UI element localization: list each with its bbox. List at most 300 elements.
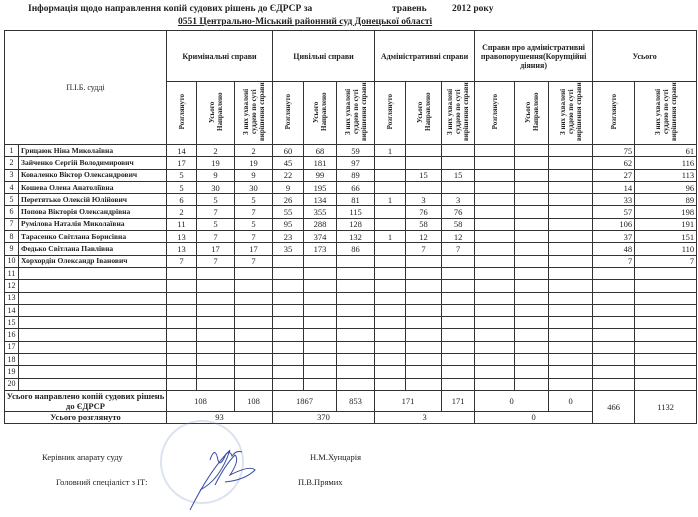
cell-value: 27 [593,169,635,181]
cell-value [442,341,475,353]
cell-value: 99 [304,169,337,181]
cell-value [304,378,337,390]
cell-value [475,194,515,206]
it-name: П.В.Прямих [298,477,343,487]
subheader-reviewed [273,82,304,145]
table-row [5,181,697,193]
cell-value: 7 [442,243,475,255]
cell-value [375,292,406,304]
judge-name [19,317,167,329]
cell-value [515,329,549,341]
judge-name: Коваленко Віктор Олександрович [19,169,167,181]
cell-value: 7 [197,206,235,218]
cell-value: 15 [442,169,475,181]
cell-value [442,304,475,316]
cell-value [406,255,442,267]
cell-value: 22 [273,169,304,181]
it-title: Головний спеціаліст з ІТ: [56,477,148,487]
cell-value [475,218,515,230]
cell-value: 128 [337,218,375,230]
cell-value [635,378,697,390]
summary-sent-label: Усього направлено копій судових рішень до ЄДРСР [5,390,167,411]
cell-value: 57 [593,206,635,218]
cell-value [515,292,549,304]
offences-header: Справи про адміністративні правопорушення(Корупційні діяння) [475,31,593,82]
subheader-label: Усього Направлено [207,92,224,132]
cell-value: 5 [197,194,235,206]
cell-value [515,231,549,243]
table-row [5,378,697,390]
cell-value: 1 [375,231,406,243]
cell-value [197,317,235,329]
judge-name [19,292,167,304]
cell-value [475,157,515,169]
report-month: травень [392,4,427,14]
cell-value [635,280,697,292]
cell-value [235,317,273,329]
cell-value [273,378,304,390]
cell-value: 355 [304,206,337,218]
cell-value [549,292,593,304]
subheader-label: Розглянуто [490,94,499,130]
cell-value: 86 [337,243,375,255]
cell-value [593,341,635,353]
cell-value [167,292,197,304]
summary-value: 370 [273,411,375,423]
judge-name [19,280,167,292]
cell-value [549,354,593,366]
subheader-label: Розглянуто [284,94,293,130]
cell-value: 3 [406,194,442,206]
cell-value: 115 [337,206,375,218]
cell-value [337,354,375,366]
subheader-reviewed [375,82,406,145]
cell-value: 6 [167,194,197,206]
cell-value [304,341,337,353]
cell-value: 15 [406,169,442,181]
subheader-label: Усього Направлено [312,92,329,132]
cell-value: 195 [304,181,337,193]
cell-value: 95 [273,218,304,230]
cell-value [515,194,549,206]
subheader-reviewed [167,82,197,145]
cell-value [549,280,593,292]
table-row [5,255,697,267]
cell-value [549,366,593,378]
cell-value: 7 [635,255,697,267]
cell-value: 30 [197,181,235,193]
row-number: 10 [5,255,19,267]
subheader-label: Усього Направлено [415,92,432,132]
cell-value [406,354,442,366]
cell-value [337,366,375,378]
judge-name [19,267,167,279]
civil-header: Цивільні справи [273,31,375,82]
cell-value [593,354,635,366]
row-number: 9 [5,243,19,255]
cell-value [167,317,197,329]
judge-name: Зайченко Сергій Володимирович [19,157,167,169]
cell-value [197,354,235,366]
row-number: 8 [5,231,19,243]
cell-value [304,292,337,304]
cell-value [167,366,197,378]
judge-name [19,304,167,316]
cell-value: 48 [593,243,635,255]
cell-value: 1 [375,145,406,157]
table-row [5,231,697,243]
cell-value: 12 [442,231,475,243]
judge-name: Кошева Олена Анатоліївна [19,181,167,193]
row-number: 6 [5,206,19,218]
cell-value [475,169,515,181]
cell-value: 97 [337,157,375,169]
table-row [5,206,697,218]
cell-value [475,317,515,329]
cell-value [635,267,697,279]
cell-value [375,378,406,390]
judge-name [19,366,167,378]
cell-value [197,329,235,341]
cell-value [593,267,635,279]
cell-value [375,243,406,255]
cell-value: 134 [304,194,337,206]
cell-value: 76 [442,206,475,218]
cell-value: 9 [273,181,304,193]
cell-value [167,341,197,353]
cell-value [337,341,375,353]
cell-value [635,292,697,304]
cell-value: 81 [337,194,375,206]
cell-value [375,304,406,316]
cell-value [475,354,515,366]
cell-value: 5 [167,181,197,193]
row-number: 12 [5,280,19,292]
subheader-of-them [442,82,475,145]
cell-value: 5 [235,194,273,206]
subheader-label: З них ухвалені суддею по суті вирішення справи [653,82,678,142]
cell-value [375,157,406,169]
cell-value: 11 [167,218,197,230]
cell-value: 13 [167,243,197,255]
cell-value: 14 [593,181,635,193]
cell-value [337,304,375,316]
cell-value [406,317,442,329]
table-row [5,157,697,169]
cell-value [375,218,406,230]
cell-value [406,145,442,157]
row-number: 17 [5,341,19,353]
cell-value [197,280,235,292]
cell-value [375,341,406,353]
summary-total-of-them: 1132 [635,390,697,423]
cell-value: 181 [304,157,337,169]
cell-value: 13 [167,231,197,243]
cell-value [406,378,442,390]
head-title: Керівник апарату суду [42,452,123,462]
cell-value [375,329,406,341]
cell-value [197,378,235,390]
cell-value: 7 [406,243,442,255]
cell-value: 191 [635,218,697,230]
row-number: 1 [5,145,19,157]
cell-value: 14 [167,145,197,157]
row-number: 11 [5,267,19,279]
cell-value [235,341,273,353]
summary-value: 3 [375,411,475,423]
cell-value [273,292,304,304]
cell-value [475,292,515,304]
cell-value [375,267,406,279]
cell-value [406,329,442,341]
cell-value [475,378,515,390]
cell-value: 58 [406,218,442,230]
judge-name: Попова Вікторія Олександрівна [19,206,167,218]
cell-value [406,181,442,193]
cell-value [235,354,273,366]
row-number: 19 [5,366,19,378]
cell-value [515,145,549,157]
cell-value: 61 [635,145,697,157]
cell-value [273,280,304,292]
cell-value [549,169,593,181]
cell-value [235,304,273,316]
cell-value [593,329,635,341]
cell-value [406,267,442,279]
row-number: 14 [5,304,19,316]
cell-value [235,329,273,341]
subheader-sent [197,82,235,145]
judge-name [19,341,167,353]
cell-value [442,181,475,193]
cell-value [375,255,406,267]
cell-value [635,341,697,353]
table-row [5,267,697,279]
cell-value [337,292,375,304]
summary-value: 171 [375,390,442,411]
cell-value: 2 [167,206,197,218]
table-row [5,194,697,206]
cell-value [515,243,549,255]
cell-value [635,354,697,366]
cell-value: 113 [635,169,697,181]
cell-value [442,255,475,267]
criminal-header: Кримінальні справи [167,31,273,82]
subheader-label: З них ухвалені суддею по суті вирішення справи [558,82,583,142]
cell-value [337,255,375,267]
subheader-sent [515,82,549,145]
cell-value: 2 [197,145,235,157]
cell-value [515,280,549,292]
cell-value: 55 [273,206,304,218]
cell-value: 33 [593,194,635,206]
judge-name [19,354,167,366]
summary-value: 0 [475,390,549,411]
court-name: 0551 Центрально-Міський районний суд Донецької області [178,17,433,27]
summary-value: 853 [337,390,375,411]
cell-value [549,206,593,218]
cell-value [549,317,593,329]
cell-value: 96 [635,181,697,193]
cell-value [167,354,197,366]
judge-name-header: П.І.Б. судді [5,31,167,145]
cell-value [515,304,549,316]
cell-value: 19 [197,157,235,169]
cell-value [273,267,304,279]
summary-reviewed-label: Усього розглянуто [5,411,167,423]
cell-value [442,378,475,390]
cell-value [593,292,635,304]
cell-value [549,304,593,316]
cell-value [549,181,593,193]
cell-value: 9 [235,169,273,181]
cell-value [273,255,304,267]
summary-value: 108 [167,390,235,411]
cell-value [515,267,549,279]
cell-value [273,304,304,316]
summary-sent-row [5,390,697,411]
row-number: 16 [5,329,19,341]
cell-value: 7 [235,255,273,267]
cell-value [475,181,515,193]
cell-value [549,243,593,255]
subheader-label: Розглянуто [177,94,186,130]
cell-value [304,354,337,366]
table-row [5,169,697,181]
cell-value: 116 [635,157,697,169]
cell-value [593,280,635,292]
cell-value [273,329,304,341]
cell-value [442,366,475,378]
cell-value: 35 [273,243,304,255]
cell-value: 3 [442,194,475,206]
cell-value [304,255,337,267]
table-row [5,304,697,316]
row-number: 18 [5,354,19,366]
cell-value: 5 [235,218,273,230]
cell-value [515,255,549,267]
row-number: 5 [5,194,19,206]
judge-name [19,329,167,341]
cell-value [337,267,375,279]
row-number: 7 [5,218,19,230]
cell-value: 12 [406,231,442,243]
cell-value [235,366,273,378]
cell-value: 1 [375,194,406,206]
cell-value: 17 [167,157,197,169]
summary-value: 108 [235,390,273,411]
cell-value: 7 [197,231,235,243]
report-table [4,30,697,424]
cell-value [475,366,515,378]
cell-value: 58 [442,218,475,230]
cell-value [273,366,304,378]
cell-value: 374 [304,231,337,243]
cell-value: 288 [304,218,337,230]
cell-value [635,317,697,329]
subheader-of-them [235,82,273,145]
judge-name: Грицаюк Ніна Миколаївна [19,145,167,157]
cell-value [549,157,593,169]
summary-value: 0 [475,411,593,423]
cell-value [304,267,337,279]
cell-value [167,280,197,292]
cell-value [515,341,549,353]
cell-value [475,341,515,353]
row-number: 20 [5,378,19,390]
report-title: Інформація щодо направлення копій судових рішень до ЄДРСР за [28,4,313,14]
cell-value: 60 [273,145,304,157]
signature-image [180,440,280,515]
cell-value [515,169,549,181]
cell-value [475,267,515,279]
cell-value [304,280,337,292]
cell-value [475,329,515,341]
cell-value: 2 [235,145,273,157]
cell-value [167,378,197,390]
cell-value [304,317,337,329]
cell-value: 30 [235,181,273,193]
cell-value [475,255,515,267]
cell-value [406,341,442,353]
cell-value [475,231,515,243]
cell-value [515,317,549,329]
cell-value [549,267,593,279]
cell-value [337,329,375,341]
cell-value: 89 [337,169,375,181]
subheader-sent [304,82,337,145]
cell-value: 132 [337,231,375,243]
judge-name: Перетятько Олексій Юлійович [19,194,167,206]
cell-value [442,292,475,304]
total-header: Усього [593,31,697,82]
cell-value [475,280,515,292]
judge-name: Федько Світлана Павлівна [19,243,167,255]
report-year: 2012 року [452,4,494,14]
table-row [5,317,697,329]
cell-value: 7 [235,206,273,218]
row-number: 2 [5,157,19,169]
cell-value [593,378,635,390]
cell-value [549,231,593,243]
cell-value [515,378,549,390]
cell-value [167,304,197,316]
cell-value [406,280,442,292]
cell-value [337,280,375,292]
cell-value: 7 [593,255,635,267]
cell-value [304,304,337,316]
cell-value [442,267,475,279]
cell-value [304,366,337,378]
table-row [5,292,697,304]
cell-value [197,267,235,279]
row-number: 4 [5,181,19,193]
cell-value [515,218,549,230]
cell-value [549,341,593,353]
cell-value [475,304,515,316]
cell-value: 59 [337,145,375,157]
cell-value [515,206,549,218]
subheader-label: Розглянуто [609,94,618,130]
cell-value: 17 [235,243,273,255]
cell-value [273,341,304,353]
cell-value: 173 [304,243,337,255]
cell-value: 89 [635,194,697,206]
cell-value [442,354,475,366]
cell-value [442,157,475,169]
cell-value: 76 [406,206,442,218]
judge-name: Хорхордін Олександр Іванович [19,255,167,267]
